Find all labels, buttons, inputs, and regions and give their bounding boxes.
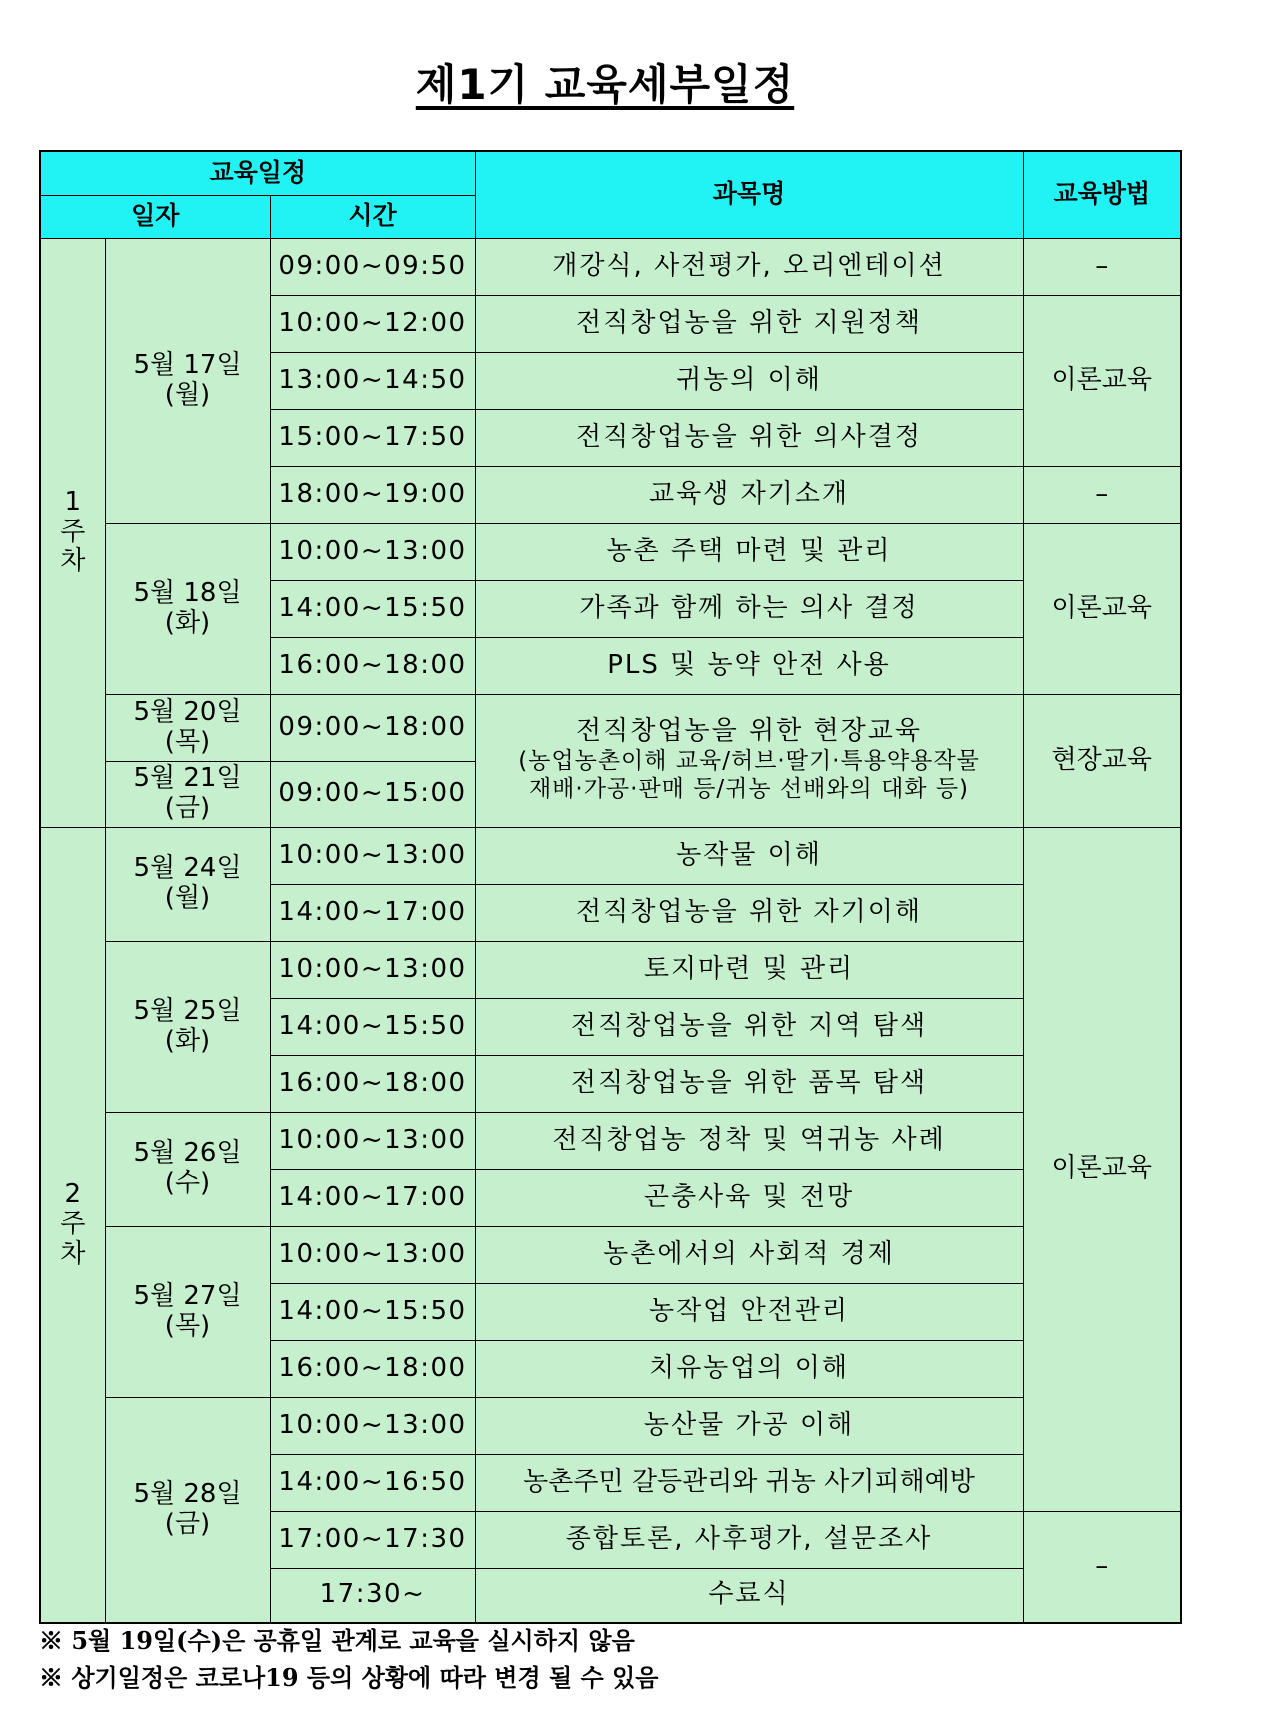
- time-cell: 10:00~13:00: [270, 941, 475, 998]
- method-cell: 이론교육: [1023, 295, 1181, 466]
- time-cell: 09:00~09:50: [270, 238, 475, 295]
- subject-cell: 전직창업농을 위한 품목 탐색: [475, 1055, 1023, 1112]
- header-date: 일자: [40, 195, 270, 238]
- subject-cell: 개강식, 사전평가, 오리엔테이션: [475, 238, 1023, 295]
- date-cell: 5월 17일 (월): [105, 238, 270, 523]
- method-cell: –: [1023, 466, 1181, 523]
- time-cell: 09:00~15:00: [270, 761, 475, 827]
- subject-cell: 귀농의 이해: [475, 352, 1023, 409]
- subject-cell: 종합토론, 사후평가, 설문조사: [475, 1511, 1023, 1568]
- date-cell: 5월 25일 (화): [105, 941, 270, 1112]
- subject-cell: 농작업 안전관리: [475, 1283, 1023, 1340]
- time-cell: 17:30~: [270, 1568, 475, 1623]
- time-cell: 14:00~15:50: [270, 1283, 475, 1340]
- subject-cell: 가족과 함께 하는 의사 결정: [475, 580, 1023, 637]
- week-2-cell: 2 주 차: [40, 827, 105, 1623]
- date-cell: 5월 18일 (화): [105, 523, 270, 694]
- week-1-cell: 1 주 차: [40, 238, 105, 827]
- time-cell: 10:00~12:00: [270, 295, 475, 352]
- time-cell: 10:00~13:00: [270, 1397, 475, 1454]
- method-cell: 현장교육: [1023, 694, 1181, 827]
- time-cell: 09:00~18:00: [270, 694, 475, 761]
- subject-cell: 농작물 이해: [475, 827, 1023, 884]
- date-cell: 5월 28일 (금): [105, 1397, 270, 1623]
- time-cell: 14:00~15:50: [270, 998, 475, 1055]
- time-cell: 10:00~13:00: [270, 827, 475, 884]
- subject-cell: 전직창업농을 위한 지원정책: [475, 295, 1023, 352]
- subject-cell: 교육생 자기소개: [475, 466, 1023, 523]
- time-cell: 17:00~17:30: [270, 1511, 475, 1568]
- subject-cell: 곤충사육 및 전망: [475, 1169, 1023, 1226]
- subject-cell: 농촌 주택 마련 및 관리: [475, 523, 1023, 580]
- method-cell: –: [1023, 238, 1181, 295]
- time-cell: 16:00~18:00: [270, 1055, 475, 1112]
- header-method: 교육방법: [1023, 151, 1181, 238]
- time-cell: 13:00~14:50: [270, 352, 475, 409]
- date-cell: 5월 24일 (월): [105, 827, 270, 941]
- time-cell: 18:00~19:00: [270, 466, 475, 523]
- time-cell: 10:00~13:00: [270, 523, 475, 580]
- subject-cell: 농산물 가공 이해: [475, 1397, 1023, 1454]
- page-title: 제1기 교육세부일정: [415, 60, 795, 109]
- schedule-table: [39, 150, 1182, 1624]
- subject-cell: PLS 및 농약 안전 사용: [475, 637, 1023, 694]
- subject-cell: 전직창업농 정착 및 역귀농 사례: [475, 1112, 1023, 1169]
- subject-cell: 농촌에서의 사회적 경제: [475, 1226, 1023, 1283]
- time-cell: 10:00~13:00: [270, 1226, 475, 1283]
- subject-cell: 농촌주민 갈등관리와 귀농 사기피해예방: [475, 1454, 1023, 1511]
- method-cell: 이론교육: [1023, 523, 1181, 694]
- header-time: 시간: [270, 195, 475, 238]
- header-schedule: 교육일정: [40, 151, 475, 195]
- time-cell: 16:00~18:00: [270, 1340, 475, 1397]
- note-line: ※ 상기일정은 코로나19 등의 상황에 따라 변경 될 수 있음: [39, 1663, 659, 1692]
- subject-cell: 전직창업농을 위한 자기이해: [475, 884, 1023, 941]
- date-cell: 5월 27일 (목): [105, 1226, 270, 1397]
- method-cell: 이론교육: [1023, 827, 1181, 1511]
- time-cell: 10:00~13:00: [270, 1112, 475, 1169]
- subject-cell: 전직창업농을 위한 의사결정: [475, 409, 1023, 466]
- notes: [39, 1622, 658, 1696]
- header-subject: 과목명: [475, 151, 1023, 238]
- subject-cell: 전직창업농을 위한 현장교육 (농업농촌이해 교육/허브·딸기·특용약용작물 재배·가공·판매 등/귀농 선배와의 대화 등): [475, 694, 1023, 827]
- date-cell: 5월 20일 (목): [105, 694, 270, 761]
- method-cell: –: [1023, 1511, 1181, 1623]
- time-cell: 14:00~16:50: [270, 1454, 475, 1511]
- time-cell: 16:00~18:00: [270, 637, 475, 694]
- subject-cell: 수료식: [475, 1568, 1023, 1623]
- time-cell: 15:00~17:50: [270, 409, 475, 466]
- date-cell: 5월 21일 (금): [105, 761, 270, 827]
- subject-cell: 전직창업농을 위한 지역 탐색: [475, 998, 1023, 1055]
- time-cell: 14:00~17:00: [270, 1169, 475, 1226]
- subject-cell: 치유농업의 이해: [475, 1340, 1023, 1397]
- date-cell: 5월 26일 (수): [105, 1112, 270, 1226]
- time-cell: 14:00~17:00: [270, 884, 475, 941]
- subject-cell: 토지마련 및 관리: [475, 941, 1023, 998]
- time-cell: 14:00~15:50: [270, 580, 475, 637]
- note-line: ※ 5월 19일(수)은 공휴일 관계로 교육을 실시하지 않음: [39, 1626, 635, 1655]
